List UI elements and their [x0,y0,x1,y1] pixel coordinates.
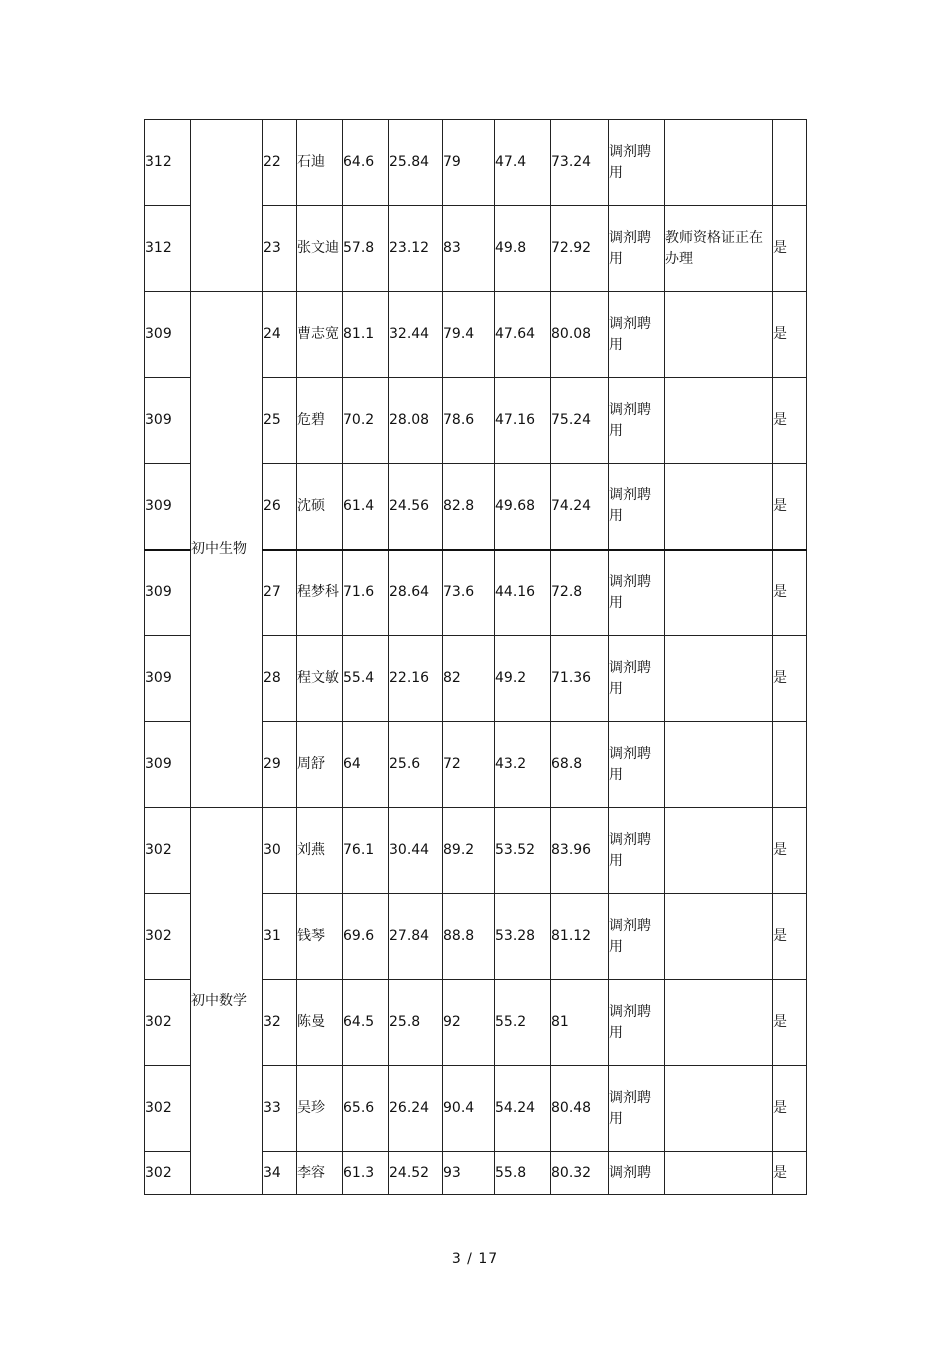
position-code-cell: 309 [145,378,191,464]
status-cell: 调剂聘用 [609,894,665,980]
status-cell: 调剂聘用 [609,808,665,894]
score-cell-d: 43.2 [495,722,551,808]
status-cell: 调剂聘用 [609,722,665,808]
candidate-name-cell: 曹志宽 [297,292,343,378]
score-cell-b: 24.52 [389,1152,443,1195]
score-cell-b: 23.12 [389,206,443,292]
score-cell-total: 73.24 [551,120,609,206]
note-cell [665,120,773,206]
score-cell-d: 55.2 [495,980,551,1066]
score-cell-d: 47.4 [495,120,551,206]
qualified-cell: 是 [773,206,807,292]
score-cell-c: 73.6 [443,550,495,636]
qualified-cell: 是 [773,1152,807,1195]
qualified-cell [773,120,807,206]
position-code-cell: 302 [145,1066,191,1152]
score-cell-total: 75.24 [551,378,609,464]
score-cell-b: 22.16 [389,636,443,722]
serial-number-cell: 22 [263,120,297,206]
status-cell: 调剂聘用 [609,1066,665,1152]
note-cell [665,722,773,808]
score-cell-c: 79.4 [443,292,495,378]
score-cell-b: 32.44 [389,292,443,378]
qualified-cell: 是 [773,378,807,464]
score-cell-c: 78.6 [443,378,495,464]
position-code-cell: 302 [145,894,191,980]
score-cell-total: 83.96 [551,808,609,894]
score-cell-total: 71.36 [551,636,609,722]
table-row [145,292,807,378]
position-code-cell: 309 [145,636,191,722]
score-cell-total: 68.8 [551,722,609,808]
candidate-name-cell: 程梦科 [297,550,343,636]
score-cell-c: 72 [443,722,495,808]
score-cell-c: 79 [443,120,495,206]
score-cell-a: 69.6 [343,894,389,980]
score-cell-d: 44.16 [495,550,551,636]
status-cell: 调剂聘用 [609,550,665,636]
score-cell-c: 88.8 [443,894,495,980]
position-code-cell: 309 [145,550,191,636]
status-cell: 调剂聘用 [609,120,665,206]
serial-number-cell: 28 [263,636,297,722]
status-cell: 调剂聘用 [609,378,665,464]
status-cell: 调剂聘用 [609,464,665,550]
note-cell [665,894,773,980]
score-cell-total: 74.24 [551,464,609,550]
table-row [145,120,807,206]
note-cell [665,636,773,722]
status-cell: 调剂聘 [609,1152,665,1195]
score-cell-d: 49.8 [495,206,551,292]
score-cell-b: 24.56 [389,464,443,550]
score-cell-b: 28.08 [389,378,443,464]
score-cell-b: 30.44 [389,808,443,894]
qualified-cell: 是 [773,550,807,636]
candidate-name-cell: 石迪 [297,120,343,206]
qualified-cell: 是 [773,1066,807,1152]
subject-cell-blank [191,120,263,292]
score-cell-total: 72.8 [551,550,609,636]
note-cell: 教师资格证正在办理 [665,206,773,292]
position-code-cell: 302 [145,980,191,1066]
status-cell: 调剂聘用 [609,636,665,722]
score-cell-d: 54.24 [495,1066,551,1152]
serial-number-cell: 29 [263,722,297,808]
score-cell-d: 49.68 [495,464,551,550]
candidate-name-cell: 吴珍 [297,1066,343,1152]
subject-cell-biology: 初中生物 [191,292,263,808]
candidate-name-cell: 程文敏 [297,636,343,722]
serial-number-cell: 32 [263,980,297,1066]
serial-number-cell: 33 [263,1066,297,1152]
position-code-cell: 302 [145,1152,191,1195]
score-cell-a: 64.5 [343,980,389,1066]
note-cell [665,808,773,894]
score-cell-b: 27.84 [389,894,443,980]
status-cell: 调剂聘用 [609,292,665,378]
score-cell-total: 81.12 [551,894,609,980]
candidate-name-cell: 钱琴 [297,894,343,980]
note-cell [665,1066,773,1152]
candidate-name-cell: 危碧 [297,378,343,464]
score-cell-a: 65.6 [343,1066,389,1152]
score-cell-total: 80.48 [551,1066,609,1152]
qualified-cell [773,722,807,808]
serial-number-cell: 26 [263,464,297,550]
qualified-cell: 是 [773,980,807,1066]
page-number: 3 / 17 [451,1251,499,1267]
qualified-cell: 是 [773,894,807,980]
subject-cell-math: 初中数学 [191,808,263,1195]
position-code-cell: 309 [145,464,191,550]
score-cell-d: 47.64 [495,292,551,378]
score-cell-b: 26.24 [389,1066,443,1152]
score-cell-a: 70.2 [343,378,389,464]
score-cell-d: 53.52 [495,808,551,894]
note-cell [665,292,773,378]
score-cell-b: 25.8 [389,980,443,1066]
status-cell: 调剂聘用 [609,980,665,1066]
qualified-cell: 是 [773,292,807,378]
candidate-name-cell: 李容 [297,1152,343,1195]
score-cell-b: 25.84 [389,120,443,206]
status-cell: 调剂聘用 [609,206,665,292]
score-cell-c: 92 [443,980,495,1066]
candidate-name-cell: 陈曼 [297,980,343,1066]
position-code-cell: 312 [145,120,191,206]
score-cell-d: 55.8 [495,1152,551,1195]
score-cell-a: 81.1 [343,292,389,378]
score-cell-b: 28.64 [389,550,443,636]
score-cell-c: 83 [443,206,495,292]
score-cell-a: 64 [343,722,389,808]
serial-number-cell: 31 [263,894,297,980]
candidate-name-cell: 刘燕 [297,808,343,894]
note-cell [665,378,773,464]
score-cell-a: 71.6 [343,550,389,636]
note-cell [665,980,773,1066]
score-cell-c: 89.2 [443,808,495,894]
score-cell-c: 82 [443,636,495,722]
score-cell-a: 57.8 [343,206,389,292]
position-code-cell: 309 [145,292,191,378]
score-cell-a: 61.3 [343,1152,389,1195]
score-cell-d: 47.16 [495,378,551,464]
note-cell [665,1152,773,1195]
score-cell-total: 81 [551,980,609,1066]
score-cell-d: 49.2 [495,636,551,722]
candidate-name-cell: 周舒 [297,722,343,808]
position-code-cell: 312 [145,206,191,292]
candidate-name-cell: 张文迪 [297,206,343,292]
score-cell-d: 53.28 [495,894,551,980]
qualified-cell: 是 [773,636,807,722]
qualified-cell: 是 [773,808,807,894]
position-code-cell: 309 [145,722,191,808]
score-cell-a: 64.6 [343,120,389,206]
position-code-cell: 302 [145,808,191,894]
score-cell-c: 90.4 [443,1066,495,1152]
score-cell-c: 82.8 [443,464,495,550]
score-cell-a: 61.4 [343,464,389,550]
serial-number-cell: 23 [263,206,297,292]
qualified-cell: 是 [773,464,807,550]
score-cell-total: 72.92 [551,206,609,292]
serial-number-cell: 25 [263,378,297,464]
candidate-name-cell: 沈硕 [297,464,343,550]
note-cell [665,550,773,636]
serial-number-cell: 24 [263,292,297,378]
score-cell-a: 76.1 [343,808,389,894]
score-cell-b: 25.6 [389,722,443,808]
score-cell-total: 80.08 [551,292,609,378]
score-cell-a: 55.4 [343,636,389,722]
score-table [144,119,807,1195]
serial-number-cell: 34 [263,1152,297,1195]
serial-number-cell: 27 [263,550,297,636]
note-cell [665,464,773,550]
score-cell-c: 93 [443,1152,495,1195]
table-row [145,808,807,894]
serial-number-cell: 30 [263,808,297,894]
score-cell-total: 80.32 [551,1152,609,1195]
